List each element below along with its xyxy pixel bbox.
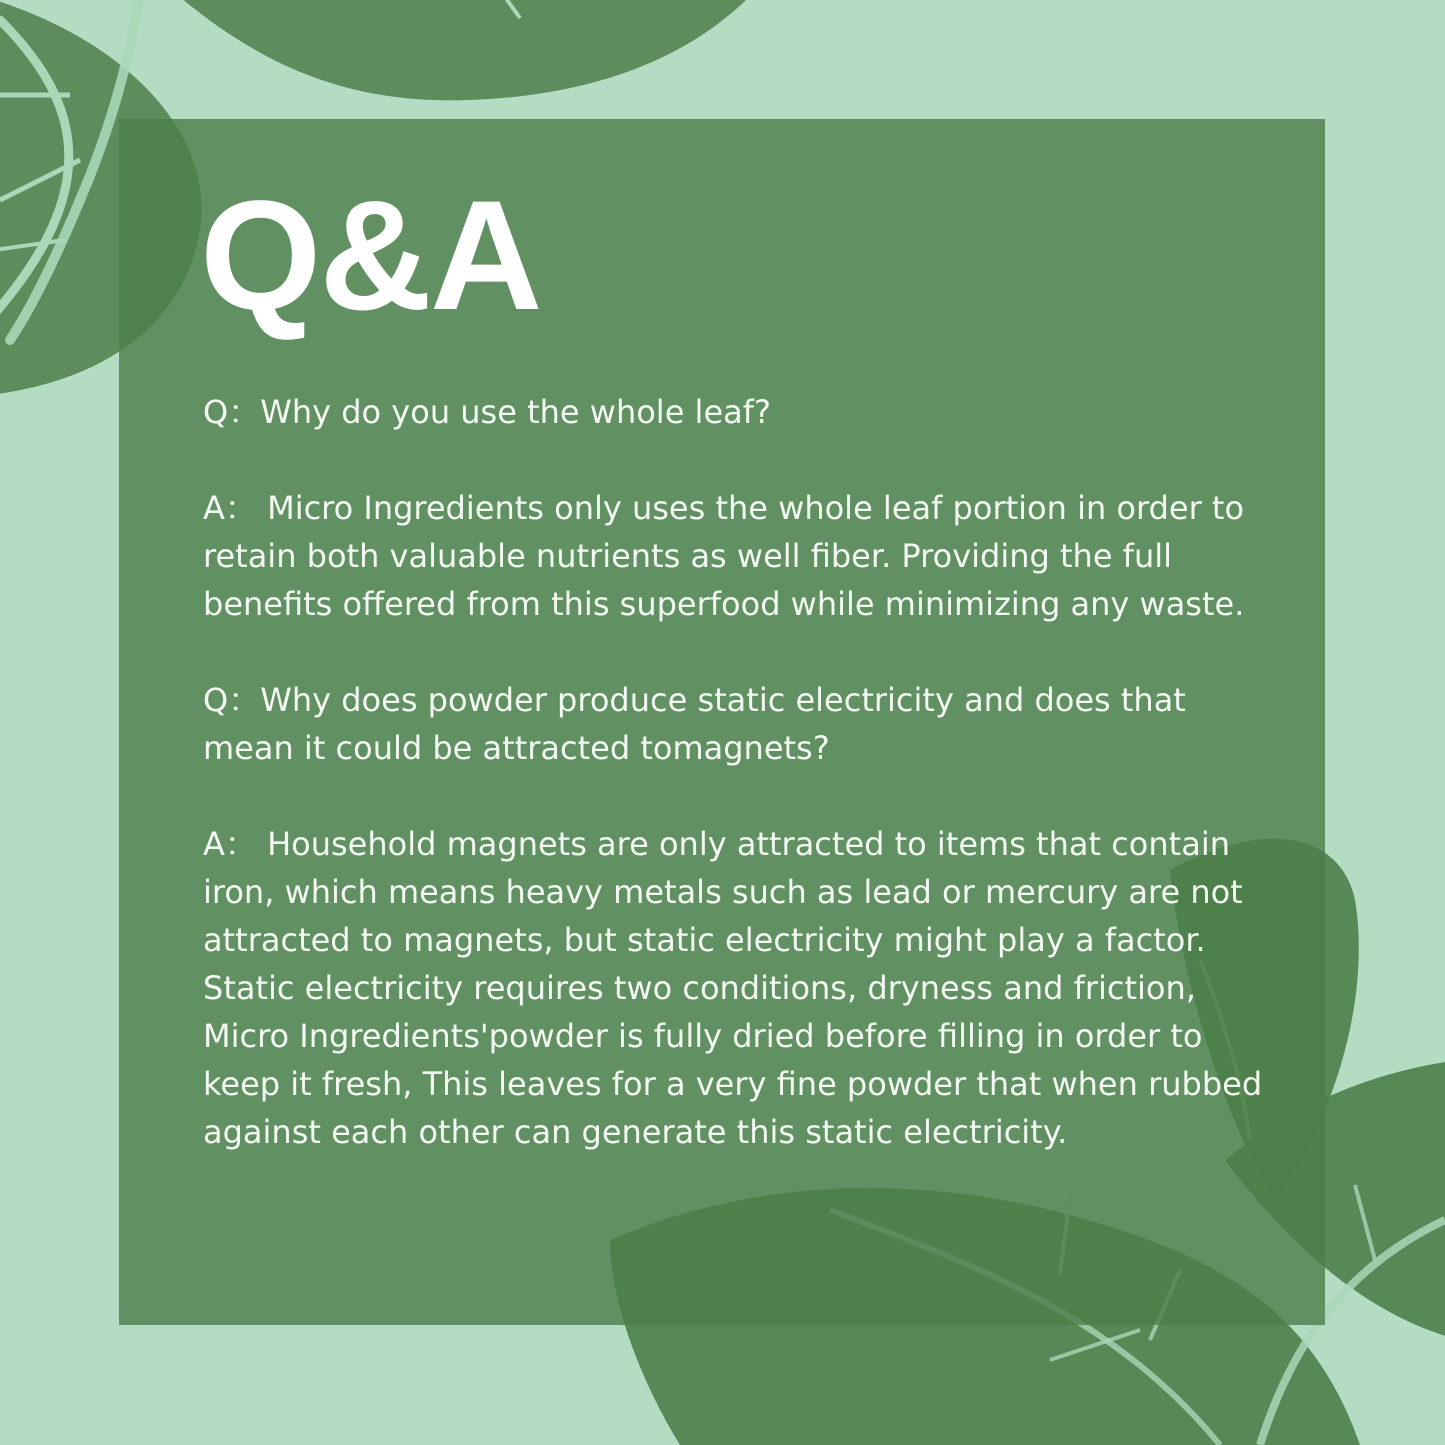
- question-1: [203, 388, 1263, 436]
- answer-2: [203, 820, 1263, 1156]
- answer-text: Micro Ingredients only uses the whole leaf portion in order to retain both valuable nutrients as well fiber. Providing the full benefits offered from this superfood while minimizing any waste.: [203, 489, 1245, 623]
- answer-prefix: A：: [203, 489, 268, 527]
- answer-1: [203, 484, 1263, 628]
- question-text: Why do you use the whole leaf?: [260, 393, 771, 431]
- qa-section: [203, 388, 1263, 1156]
- page-title: Q&A: [200, 169, 541, 343]
- answer-prefix: A：: [203, 825, 268, 863]
- answer-text: Household magnets are only attracted to items that contain iron, which means heavy metals such as lead or mercury are not attracted to magnets, but static electricity might play a factor. Static electricity requires two conditions, dryness and friction, Micro Ingredients'powder is fully dried before filling in order to keep it fresh, This leaves for a very fine powder that when rubbed against each other can generate this static electricity.: [203, 825, 1263, 1151]
- question-prefix: Q：: [203, 393, 261, 431]
- leaf-top-center: [160, 0, 765, 100]
- question-text: Why does powder produce static electricity and does that mean it could be attracted tomagnets?: [203, 681, 1186, 767]
- question-prefix: Q：: [203, 681, 261, 719]
- question-2: [203, 676, 1263, 772]
